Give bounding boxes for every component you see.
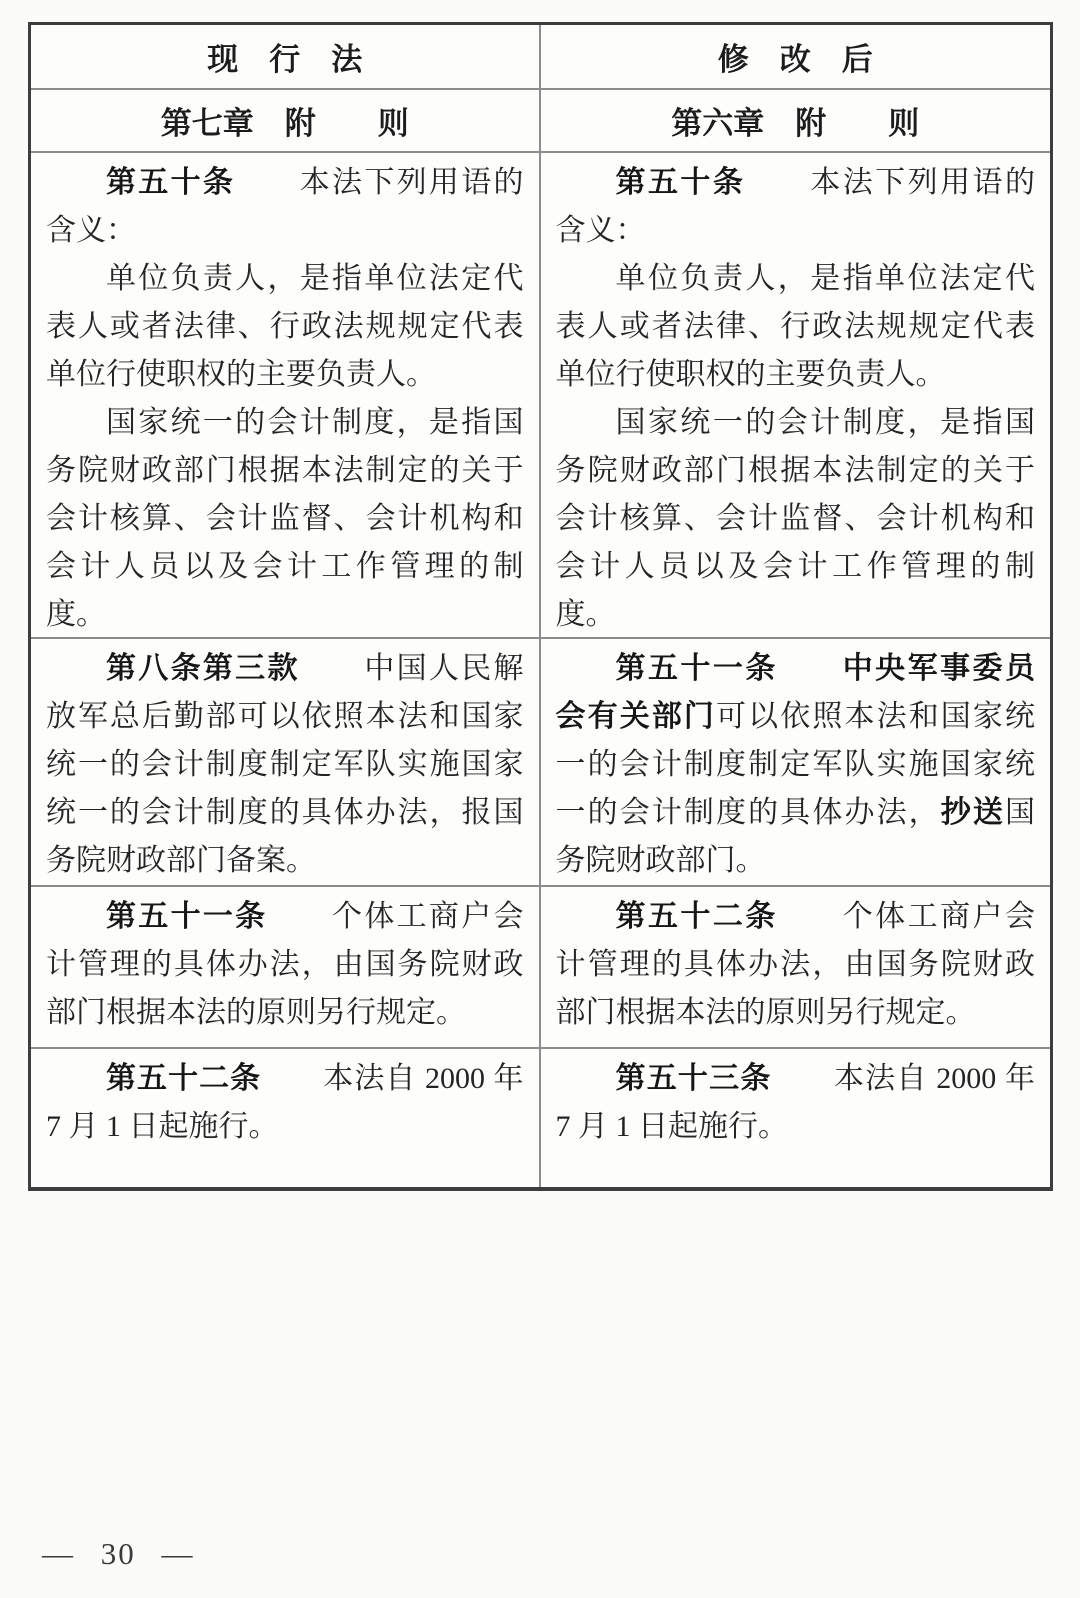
cell-revised-article-52 — [541, 887, 1051, 1047]
law-paragraph: 单位负责人，是指单位法定代表人或者法律、行政法规规定代表单位行使职权的主要负责人。 — [555, 262, 1035, 391]
cell-revised-article-50 — [541, 153, 1051, 637]
revised-law-header-label: 修 改 后 — [717, 42, 873, 77]
law-paragraph: 第八条第三款 中国人民解放军总后勤部可以依照本法和国家统一的会计制度制定军队实施国家统一的会计制度的具体办法，报国务院财政部门备案。 — [46, 652, 524, 877]
law-comparison-table — [28, 22, 1053, 1191]
chapter-cell-revised — [541, 90, 1051, 151]
chapter-title-current: 第七章 附 则 — [160, 106, 409, 141]
law-paragraph: 第五十条 本法下列用语的含义： — [555, 166, 1036, 247]
header-cell-revised-law — [541, 25, 1051, 88]
cell-current-article-52 — [31, 1049, 541, 1187]
cell-current-article-51 — [31, 887, 541, 1047]
cell-revised-article-51 — [541, 639, 1051, 885]
table-row — [31, 887, 1050, 1049]
law-paragraph: 国家统一的会计制度，是指国务院财政部门根据本法制定的关于会计核算、会计监督、会计机构和会计人员以及会计工作管理的制度。 — [46, 406, 524, 631]
chapter-title-revised: 第六章 附 则 — [671, 106, 920, 141]
law-paragraph: 国家统一的会计制度，是指国务院财政部门根据本法制定的关于会计核算、会计监督、会计机构和会计人员以及会计工作管理的制度。 — [555, 406, 1035, 631]
cell-current-article-50 — [31, 153, 541, 637]
header-cell-current-law — [31, 25, 541, 88]
table-row — [31, 639, 1050, 887]
law-paragraph: 第五十一条 个体工商户会计管理的具体办法，由国务院财政部门根据本法的原则另行规定。 — [46, 900, 524, 1029]
law-paragraph: 第五十一条 中央军事委员会有关部门可以依照本法和国家统一的会计制度制定军队实施国家统一的会计制度的具体办法，抄送国务院财政部门。 — [555, 652, 1036, 877]
current-law-header-label: 现 行 法 — [207, 42, 363, 77]
cell-revised-article-53 — [541, 1049, 1051, 1187]
table-row — [31, 1049, 1050, 1187]
law-paragraph: 第五十二条 个体工商户会计管理的具体办法，由国务院财政部门根据本法的原则另行规定。 — [555, 900, 1036, 1029]
law-paragraph: 第五十三条 本法自 2000 年 7 月 1 日起施行。 — [555, 1062, 1036, 1143]
law-paragraph: 第五十二条 本法自 2000 年 7 月 1 日起施行。 — [46, 1062, 524, 1143]
table-header-row — [31, 25, 1050, 90]
chapter-cell-current — [31, 90, 541, 151]
chapter-title-row — [31, 90, 1050, 153]
page-number: — 30 — — [42, 1536, 195, 1571]
table-row — [31, 153, 1050, 639]
law-paragraph: 单位负责人，是指单位法定代表人或者法律、行政法规规定代表单位行使职权的主要负责人。 — [46, 262, 524, 391]
cell-current-article-8-clause-3 — [31, 639, 541, 885]
law-paragraph: 第五十条 本法下列用语的含义： — [46, 166, 524, 247]
